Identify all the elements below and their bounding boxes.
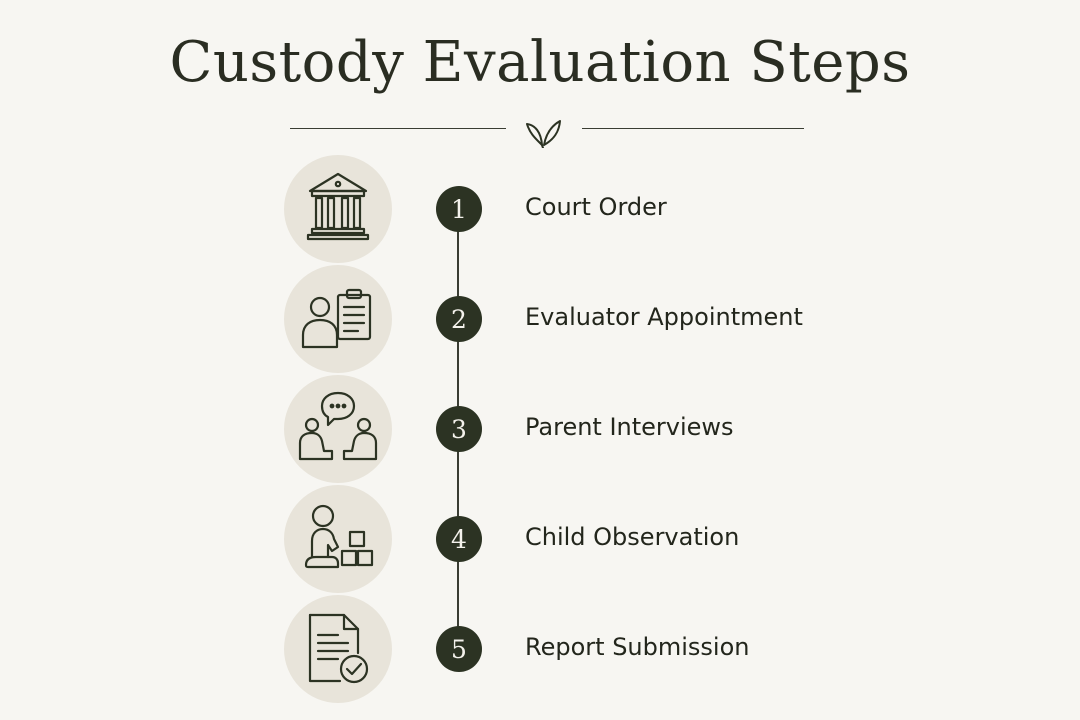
leaf-icon (523, 112, 563, 148)
step-number: 4 (436, 516, 482, 562)
step-label: Evaluator Appointment (525, 303, 803, 331)
step-court-order (0, 155, 1080, 265)
step-evaluator-appointment (0, 265, 1080, 375)
person-clipboard-icon (298, 279, 378, 359)
conversation-icon (298, 389, 378, 469)
step-icon-circle (284, 485, 392, 593)
step-number: 2 (436, 296, 482, 342)
step-icon-circle (284, 595, 392, 703)
step-child-observation (0, 485, 1080, 595)
step-report-submission (0, 595, 1080, 705)
step-label: Court Order (525, 193, 667, 221)
title-divider-left (290, 128, 506, 129)
step-icon-circle (284, 265, 392, 373)
step-label: Report Submission (525, 633, 750, 661)
step-icon-circle (284, 155, 392, 263)
step-number: 3 (436, 406, 482, 452)
step-label: Child Observation (525, 523, 740, 551)
step-label: Parent Interviews (525, 413, 734, 441)
title-divider-right (582, 128, 804, 129)
document-check-icon (298, 609, 378, 689)
step-number: 5 (436, 626, 482, 672)
child-blocks-icon (298, 499, 378, 579)
page-title: Custody Evaluation Steps (169, 30, 911, 95)
step-parent-interviews (0, 375, 1080, 485)
courthouse-icon (298, 169, 378, 249)
step-icon-circle (284, 375, 392, 483)
step-number: 1 (436, 186, 482, 232)
